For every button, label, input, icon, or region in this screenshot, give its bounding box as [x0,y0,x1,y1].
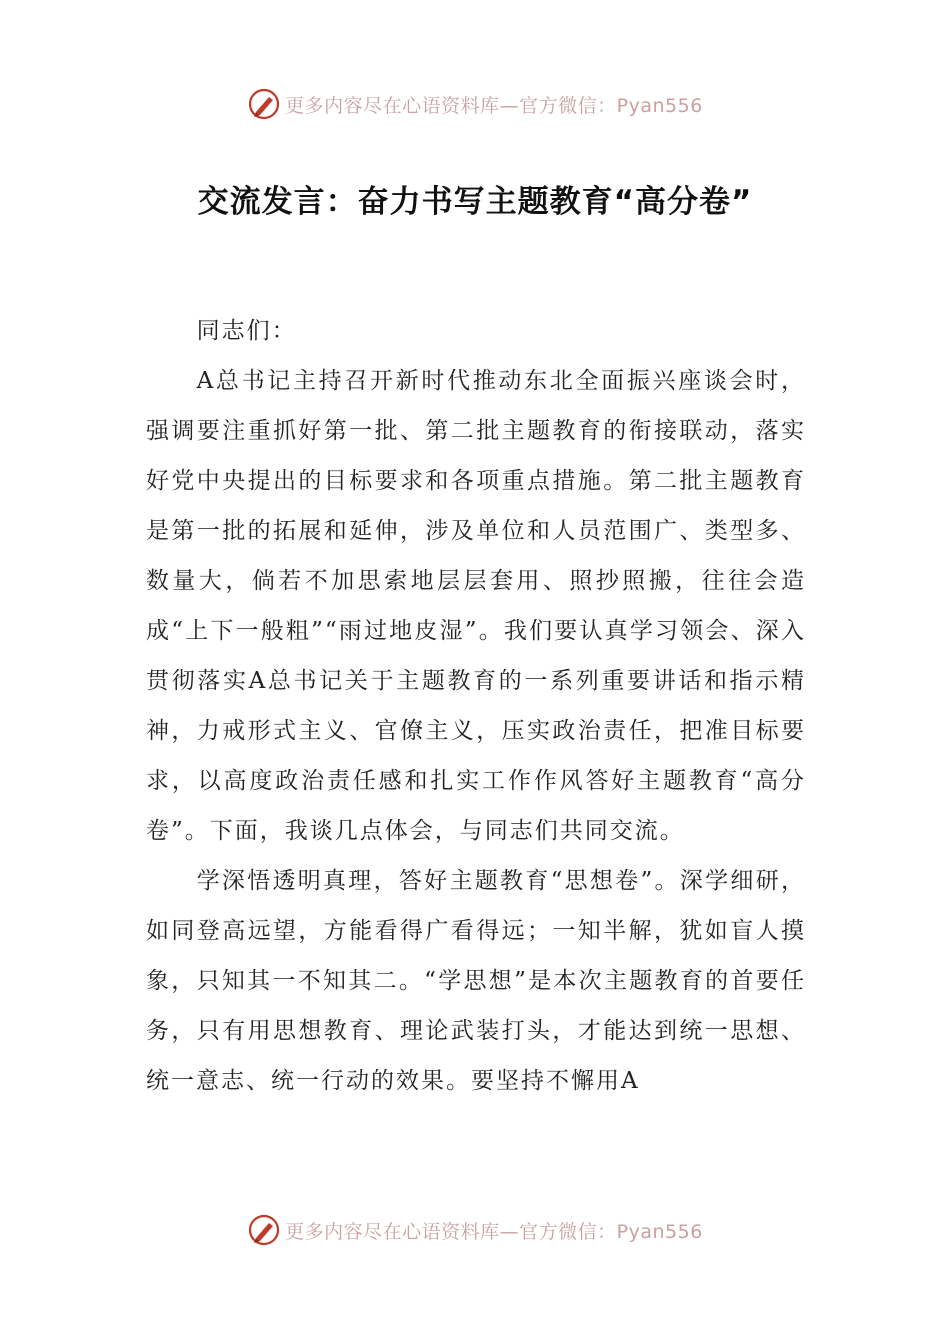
banner-text: 更多内容尽在心语资料库—官方微信：Pyan556 [285,94,703,117]
banner-text: 更多内容尽在心语资料库—官方微信：Pyan556 [285,1220,703,1243]
pen-nib-circle-icon [247,87,281,121]
paragraph: 学深悟透明真理，答好主题教育“思想卷”。深学细研，如同登高远望，方能看得广看得远；一知半解，犹如盲人摸象，只知其一不知其二。“学思想”是本次主题教育的首要任务，只有用思想教育、理论武装打头，才能达到统一思想、统一意志、统一行动的效果。要坚持不懈用A [146,868,806,1094]
document-body [146,306,806,1106]
pen-nib-circle-icon [247,1213,281,1247]
paragraph: A总书记主持召开新时代推动东北全面振兴座谈会时，强调要注重抓好第一批、第二批主题教育的衔接联动，落实好党中央提出的目标要求和各项重点措施。第二批主题教育是第一批的拓展和延伸，涉及单位和人员范围广、类型多、数量大，倘若不加思索地层层套用、照抄照搬，往往会造成“上下一般粗”“雨过地皮湿”。我们要认真学习领会、深入贯彻落实A总书记关于主题教育的一系列重要讲话和指示精神，力戒形式主义、官僚主义，压实政治责任，把准目标要求，以高度政治责任感和扎实工作作风答好主题教育“高分卷”。下面，我谈几点体会，与同志们共同交流。 [146,368,806,844]
document-title: 交流发言：奋力书写主题教育“高分卷” [197,184,753,220]
header-banner [0,84,950,124]
greeting: 同志们： [196,318,297,344]
footer-banner [0,1210,950,1250]
